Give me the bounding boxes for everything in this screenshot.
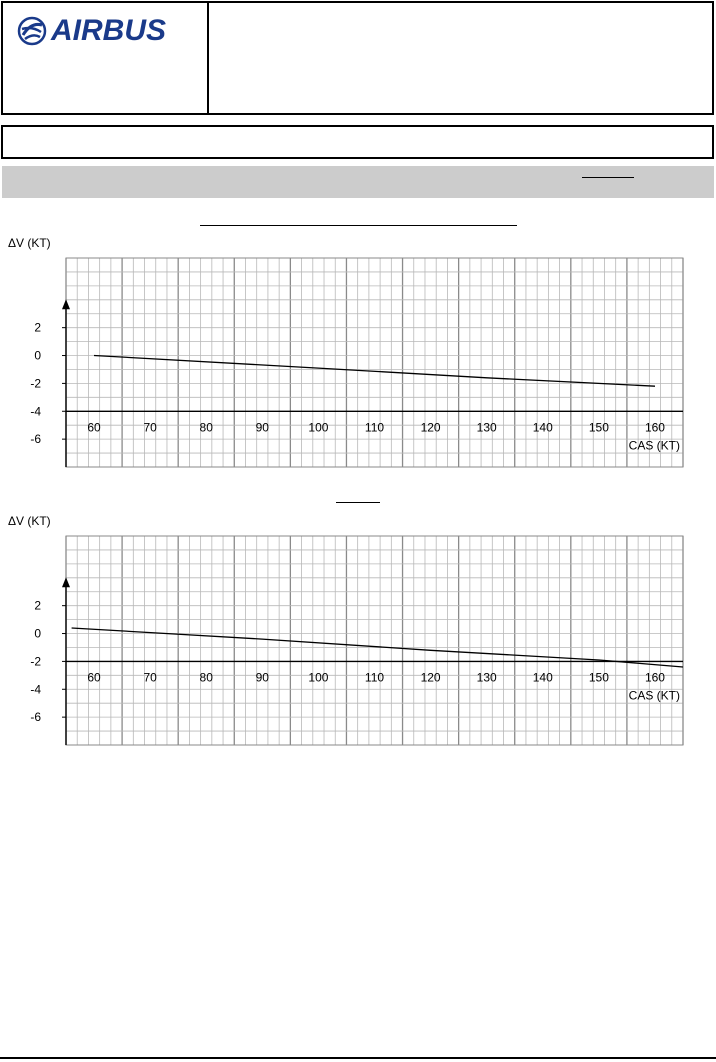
y-axis-arrow-icon [62, 299, 70, 309]
y-axis-arrow-icon [62, 577, 70, 587]
header-divider [207, 3, 209, 113]
y-tick-label: -6 [30, 710, 41, 725]
y-tick-label: -6 [30, 432, 41, 447]
y-tick-label: -2 [30, 376, 41, 391]
y-tick-label: -4 [30, 404, 41, 419]
airbus-swirl-icon [17, 16, 47, 46]
x-tick-label: 150 [588, 670, 609, 685]
chart-2-svg [0, 508, 716, 748]
y-tick-label: 2 [34, 598, 41, 613]
x-tick-label: 70 [143, 670, 157, 685]
chart-1-x-axis-label: CAS (KT) [628, 438, 680, 453]
x-tick-label: 160 [644, 420, 665, 435]
chart-2-x-axis-label: CAS (KT) [628, 688, 680, 703]
airbus-logo [17, 13, 166, 49]
document-header [1, 1, 714, 115]
chart-1-svg [0, 230, 716, 470]
x-tick-label: 140 [532, 420, 553, 435]
x-tick-label: 80 [199, 670, 213, 685]
y-tick-label: -2 [30, 654, 41, 669]
x-tick-label: 140 [532, 670, 553, 685]
y-tick-label: 0 [34, 626, 41, 641]
x-tick-label: 90 [255, 420, 269, 435]
section-bar [2, 166, 714, 198]
subject-box [1, 125, 714, 159]
plot-frame [66, 536, 683, 745]
x-tick-label: 120 [420, 670, 441, 685]
chart-1-title-underline [200, 225, 517, 226]
footer-rule [0, 1057, 716, 1059]
x-tick-label: 60 [87, 670, 101, 685]
x-tick-label: 130 [476, 670, 497, 685]
x-tick-label: 150 [588, 420, 609, 435]
x-tick-label: 90 [255, 670, 269, 685]
y-tick-label: -4 [30, 682, 41, 697]
x-tick-label: 80 [199, 420, 213, 435]
x-tick-label: 100 [308, 420, 329, 435]
x-tick-label: 130 [476, 420, 497, 435]
plot-frame [66, 258, 683, 467]
section-bar-underline [582, 177, 634, 178]
x-tick-label: 60 [87, 420, 101, 435]
x-tick-label: 120 [420, 420, 441, 435]
y-tick-label: 2 [34, 320, 41, 335]
x-tick-label: 100 [308, 670, 329, 685]
chart-1 [0, 230, 716, 470]
chart-2 [0, 508, 716, 748]
logo-text: AIRBUS [51, 14, 167, 47]
chart-1-grid [66, 258, 683, 467]
x-tick-label: 70 [143, 420, 157, 435]
chart-2-title-underline [336, 502, 380, 503]
y-tick-label: 0 [34, 348, 41, 363]
x-tick-label: 110 [364, 670, 385, 685]
x-tick-label: 160 [644, 670, 665, 685]
chart-2-y-axis-label: ΔV (KT) [8, 514, 51, 528]
x-tick-label: 110 [364, 420, 385, 435]
chart-2-grid [66, 536, 683, 745]
chart-1-y-axis-label: ΔV (KT) [8, 236, 51, 250]
